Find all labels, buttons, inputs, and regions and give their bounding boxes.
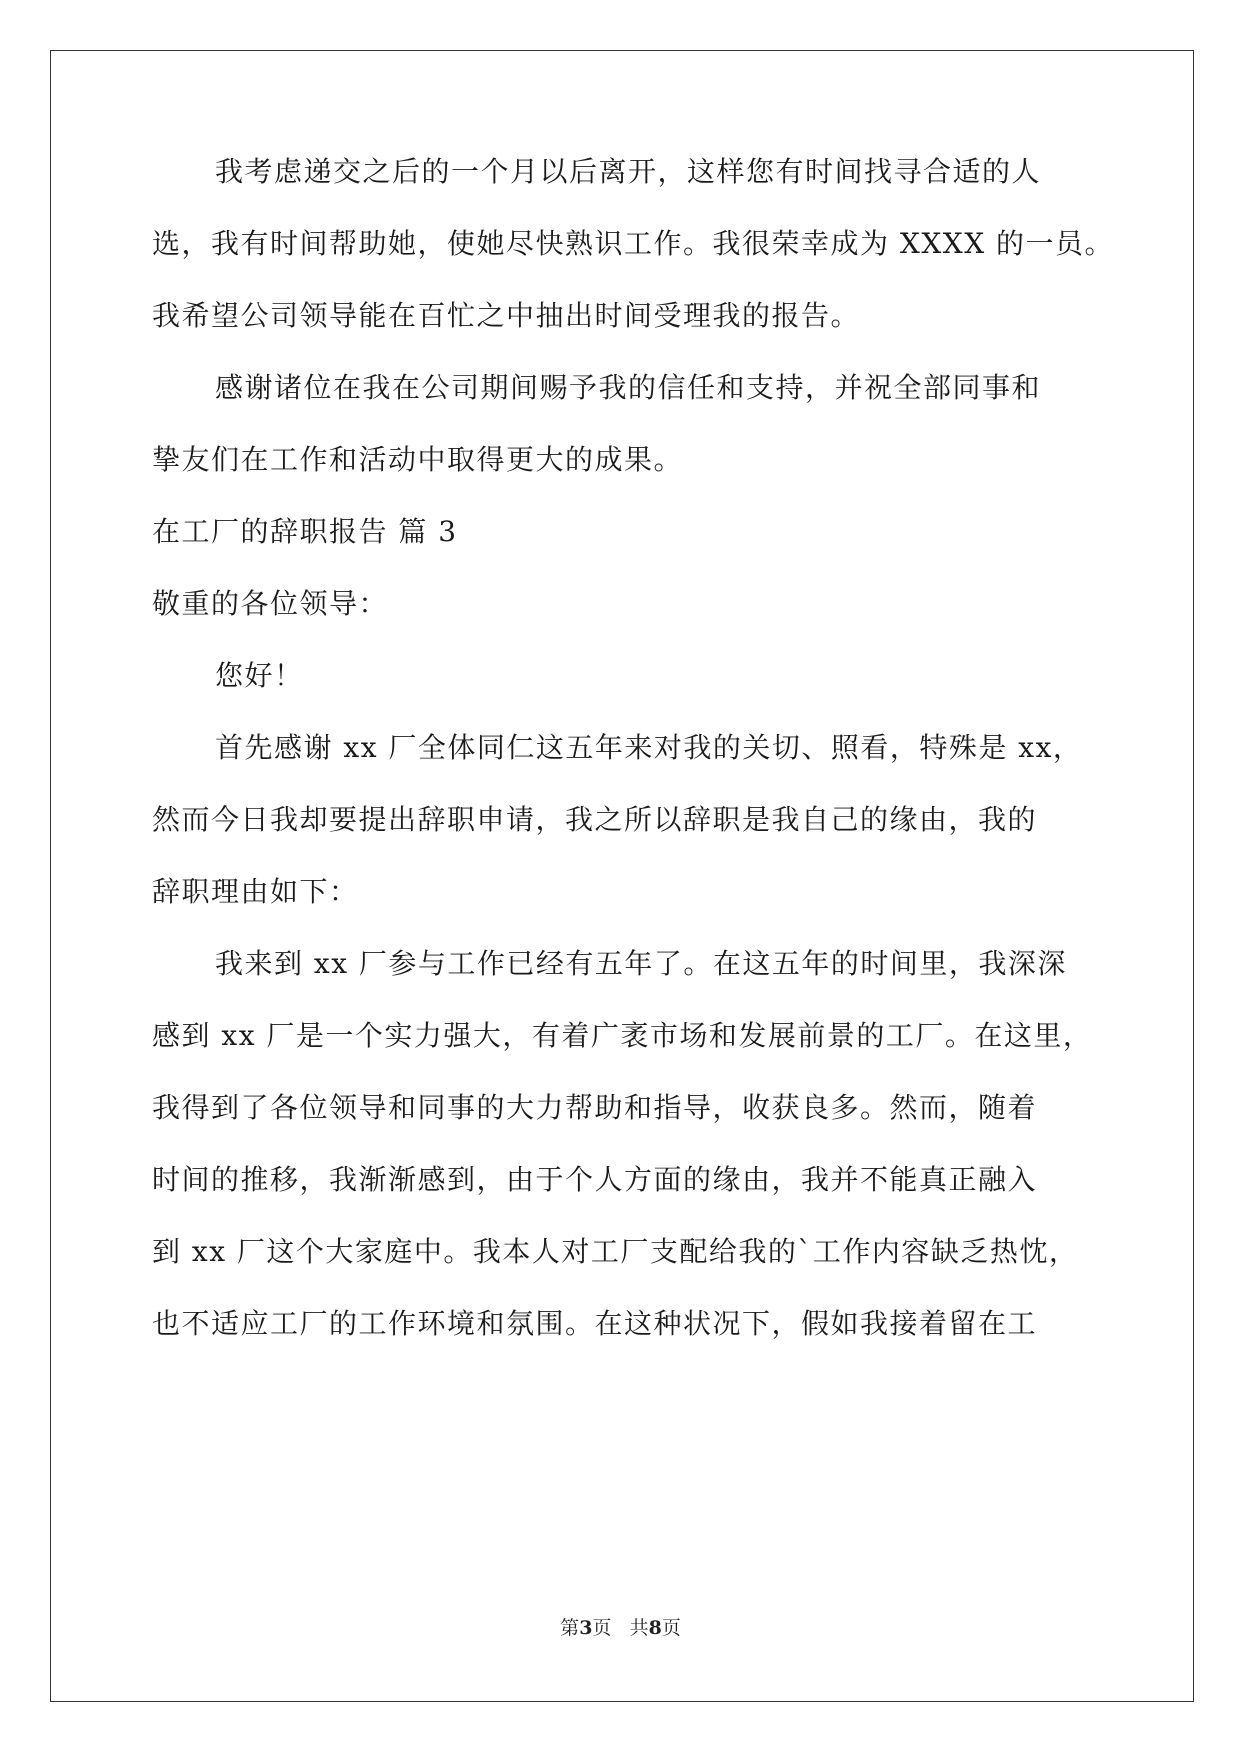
- paragraph4-line5: 到 xx 厂这个大家庭中。我本人对工厂支配给我的`工作内容缺乏热忱，: [152, 1235, 1079, 1268]
- paragraph4-line2: 感到 xx 厂是一个实力强大，有着广袤市场和发展前景的工厂。在这里，: [152, 1019, 1093, 1052]
- paragraph4-line1: 我来到 xx 厂参与工作已经有五年了。在这五年的时间里，我深深: [215, 947, 1067, 980]
- footer-total-prefix: 共: [629, 1617, 649, 1639]
- page-footer: [0, 1616, 1241, 1640]
- paragraph3-line3: 辞职理由如下：: [152, 875, 359, 908]
- footer-page-suffix: 页: [592, 1617, 612, 1639]
- paragraph3-line1: 首先感谢 xx 厂全体同仁这五年来对我的关切、照看，特殊是 xx，: [215, 731, 1083, 764]
- paragraph1-line2: 选，我有时间帮助她，使她尽快熟识工作。我很荣幸成为 XXXX 的一员。: [152, 227, 1115, 260]
- paragraph1-line1: 我考虑递交之后的一个月以后离开，这样您有时间找寻合适的人: [215, 155, 1042, 188]
- greeting: 您好！: [215, 659, 304, 692]
- footer-page-prefix: 第: [560, 1617, 580, 1639]
- footer-page-number: 3: [579, 1617, 593, 1639]
- salutation: 敬重的各位领导：: [152, 587, 389, 620]
- paragraph2-line1: 感谢诸位在我在公司期间赐予我的信任和支持，并祝全部同事和: [215, 371, 1042, 404]
- paragraph4-line6: 也不适应工厂的工作环境和氛围。在这种状况下，假如我接着留在工: [152, 1307, 1038, 1340]
- paragraph1-line3: 我希望公司领导能在百忙之中抽出时间受理我的报告。: [152, 299, 861, 332]
- footer-total-number: 8: [648, 1617, 662, 1639]
- footer-total-suffix: 页: [661, 1617, 681, 1639]
- section-title: 在工厂的辞职报告 篇 3: [152, 515, 458, 548]
- paragraph3-line2: 然而今日我却要提出辞职申请，我之所以辞职是我自己的缘由，我的: [152, 803, 1038, 836]
- paragraph2-line2: 挚友们在工作和活动中取得更大的成果。: [152, 443, 684, 476]
- paragraph4-line3: 我得到了各位领导和同事的大力帮助和指导，收获良多。然而，随着: [152, 1091, 1038, 1124]
- paragraph4-line4: 时间的推移，我渐渐感到，由于个人方面的缘由，我并不能真正融入: [152, 1163, 1038, 1196]
